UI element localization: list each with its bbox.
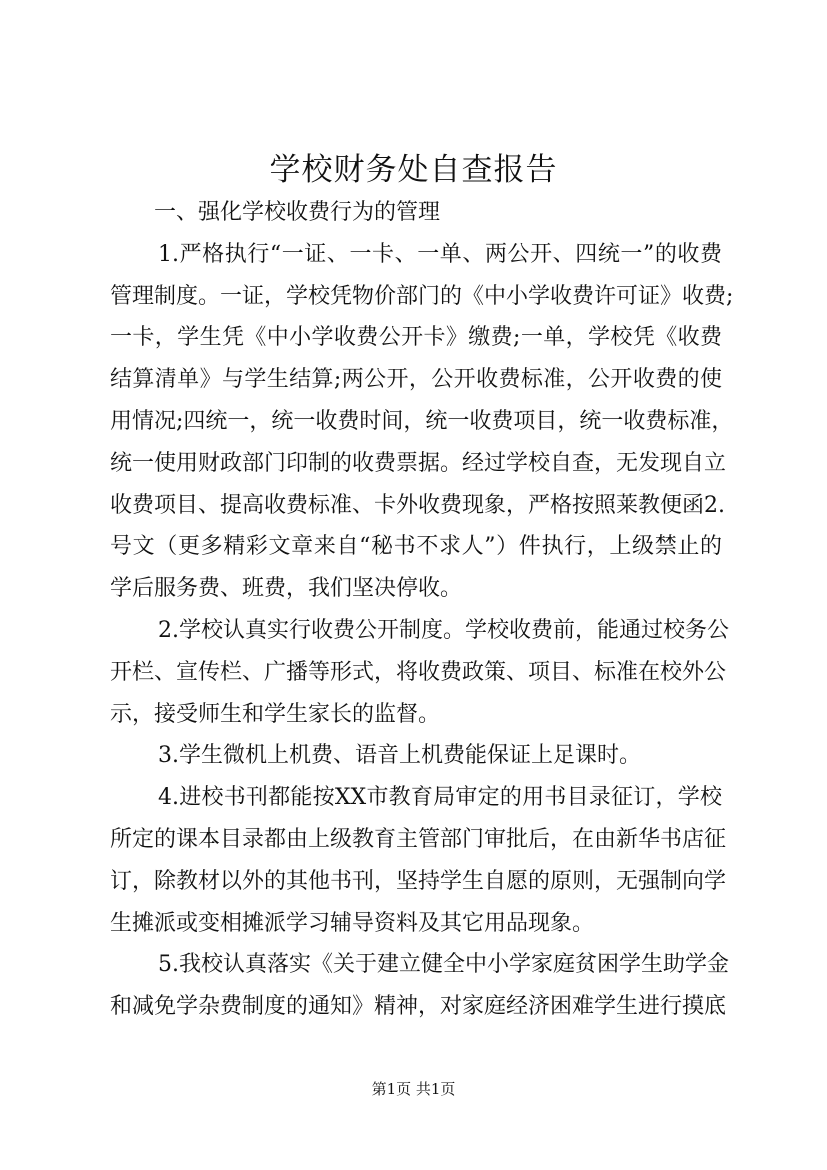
text-line: 示，接受师生和学生家长的监督。 [110,701,441,727]
text-line: 订，除教材以外的其他书刊，坚持学生自愿的原则，无强制向学 [110,868,727,894]
text-line: 管理制度。一证，学校凭物价部门的《中小学收费许可证》收费; [110,283,734,309]
text-line: 1.严格执行“一证、一卡、一单、两公开、四统一”的收费 [158,241,722,267]
page-footer: 第1页 共1页 [371,1080,456,1098]
text-line: 结算清单》与学生结算;两公开，公开收费标准，公开收费的使 [110,367,722,393]
text-line: 所定的课本目录都由上级教育主管部门审批后，在由新华书店征 [110,826,727,852]
text-line: 2.学校认真实行收费公开制度。学校收费前，能通过校务公 [158,617,729,643]
text-line: 一卡，学生凭《中小学收费公开卡》缴费;一单，学校凭《收费 [110,325,722,351]
text-line: 一、强化学校收费行为的管理 [154,200,441,225]
text-line: 和减免学杂费制度的通知》精神，对家庭经济困难学生进行摸底 [110,994,727,1020]
text-line: 开栏、宣传栏、广播等形式，将收费政策、项目、标准在校外公 [110,659,727,685]
text-line: 学后服务费、班费，我们坚决停收。 [110,576,463,602]
text-line: 用情况;四统一，统一收费时间，统一收费项目，统一收费标准， [110,408,734,434]
text-line: 5.我校认真落实《关于建立健全中小学家庭贫困学生助学金 [158,952,729,978]
text-line: 生摊派或变相摊派学习辅导资料及其它用品现象。 [110,910,595,936]
text-line: 4.进校书刊都能按XX市教育局审定的用书目录征订，学校 [158,785,722,811]
document-body [110,198,734,1034]
text-line: 统一使用财政部门印制的收费票据。经过学校自查，无发现自立 [110,450,727,476]
text-line: 3.学生微机上机费、语音上机费能保证上足课时。 [158,743,641,769]
text-line: 收费项目、提高收费标准、卡外收费现象，严格按照莱教便函2. [110,492,725,518]
text-line: 号文（更多精彩文章来自“秘书不求人”）件执行，上级禁止的 [110,534,722,560]
document-title: 学校财务处自查报告 [269,152,558,188]
